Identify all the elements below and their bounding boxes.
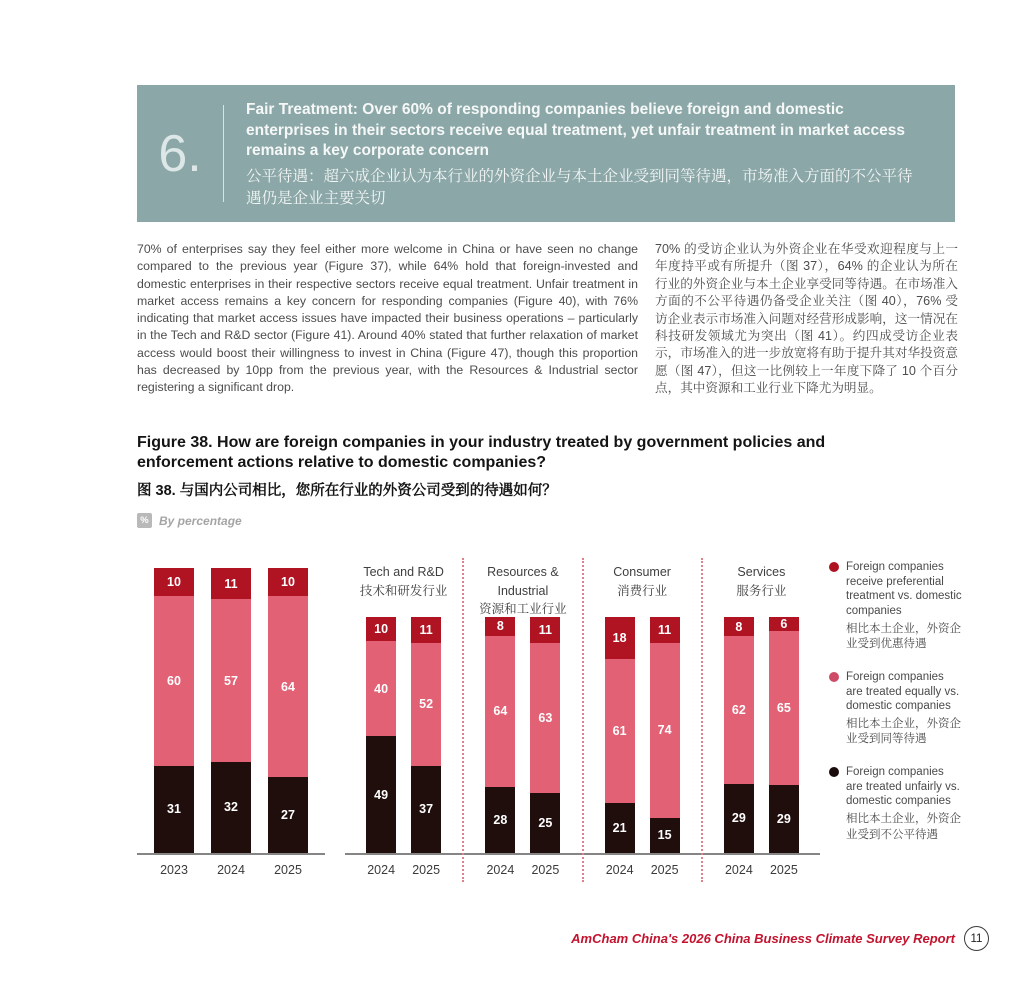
bar-segment-unfair: [769, 785, 799, 853]
group-header-zh: 服务行业: [736, 583, 787, 598]
legend-label-en: Foreign companies receive preferential treatment vs. domestic companies: [846, 561, 962, 618]
chart-legend: [829, 560, 963, 860]
bar-segment-preferential: [605, 617, 635, 659]
bar-segment-preferential: [366, 617, 396, 641]
bar-value-label: 49: [374, 787, 389, 802]
group-year-labels: [345, 855, 462, 882]
group-bars: [584, 617, 701, 855]
group-bars: [345, 617, 462, 855]
group-header-zh: 消费行业: [617, 583, 668, 598]
legend-label-zh: 相比本土企业，外资企业受到同等待遇: [846, 717, 961, 746]
stacked-bar: [268, 568, 308, 853]
page-footer: [571, 926, 989, 951]
bar-value-label: 74: [657, 723, 672, 738]
bar-segment-preferential: [211, 568, 251, 599]
bar-segment-equal: [485, 636, 515, 787]
bar-value-label: 52: [419, 697, 434, 712]
bar-value-label: 64: [493, 704, 508, 719]
figure-title-en: Figure 38. How are foreign companies in your industry treated by government policies and enforcement actions relative to domestic companies?: [137, 434, 826, 471]
legend-label-zh: 相比本土企业，外资企业受到不公平待遇: [846, 813, 961, 841]
bar-value-label: 10: [374, 621, 389, 636]
bar-value-label: 64: [281, 679, 295, 694]
group-header: [137, 558, 325, 568]
chart-group-overall: [137, 558, 325, 882]
bar-value-label: 29: [776, 811, 791, 826]
year-label: 2023: [160, 863, 188, 877]
bar-value-label: 65: [776, 700, 791, 715]
bar-value-label: 61: [612, 724, 627, 739]
legend-item-equal: [829, 670, 963, 748]
bar-segment-unfair: [411, 766, 441, 853]
bar-value-label: 10: [281, 575, 295, 590]
bar-segment-preferential: [530, 617, 560, 643]
bar-value-label: 6: [780, 617, 788, 632]
bar-segment-equal: [769, 631, 799, 784]
year-label: 2025: [274, 863, 302, 877]
bar-value-label: 37: [419, 802, 434, 817]
chart-group: [582, 558, 701, 882]
group-header-en: Resources & Industrial: [487, 565, 559, 598]
group-header-en: Services: [737, 565, 786, 579]
bar-segment-preferential: [485, 617, 515, 636]
bar-value-label: 11: [538, 623, 552, 638]
bar-value-label: 10: [167, 575, 181, 590]
year-label: 2024: [217, 863, 245, 877]
section-title-zh: 公平待遇：超六成企业认为本行业的外资企业与本土企业受到同等待遇，市场准入方面的不公平待遇仍是企业主要关切: [246, 167, 913, 207]
bar-segment-preferential: [411, 617, 441, 643]
unit-label: By percentage: [159, 513, 242, 528]
bar-segment-equal: [366, 641, 396, 736]
stacked-bar: [650, 617, 680, 853]
legend-dot-icon: [829, 767, 839, 777]
group-bars: [137, 568, 325, 855]
legend-dot-icon: [829, 562, 839, 572]
bar-segment-equal: [605, 659, 635, 803]
bar-segment-unfair: [530, 793, 560, 853]
bar-value-label: 60: [167, 673, 181, 688]
group-header: [584, 558, 701, 617]
year-label: 2024: [605, 863, 634, 877]
legend-item-preferential: [829, 560, 963, 653]
bar-value-label: 63: [538, 711, 553, 726]
bar-value-label: 11: [658, 622, 672, 637]
banner-text: [224, 85, 955, 222]
bar-segment-unfair: [154, 766, 194, 853]
legend-label-en: Foreign companies are treated unfairly vs. domestic companies: [846, 765, 960, 808]
bar-value-label: 21: [612, 821, 627, 836]
stacked-bar: [769, 617, 799, 853]
bar-segment-preferential: [154, 568, 194, 596]
group-header: [464, 558, 581, 617]
stacked-bar: [724, 617, 754, 853]
legend-dot-icon: [829, 672, 839, 682]
bar-segment-preferential: [724, 617, 754, 636]
bar-value-label: 11: [419, 622, 433, 637]
bar-segment-equal: [411, 643, 441, 766]
group-year-labels: [703, 855, 820, 882]
chart-group: [701, 558, 820, 882]
chart-group-gap: [325, 558, 345, 882]
group-header-en: Tech and R&D: [363, 565, 444, 579]
stacked-bar: [211, 568, 251, 853]
bar-segment-unfair: [366, 736, 396, 853]
bar-segment-unfair: [724, 784, 754, 853]
stacked-bar: [485, 617, 515, 853]
legend-label-zh: 相比本土企业，外资企业受到优惠待遇: [846, 622, 961, 651]
year-label: 2025: [650, 863, 679, 877]
bar-value-label: 8: [496, 619, 504, 634]
section-number: 6.: [158, 124, 202, 183]
bar-value-label: 27: [281, 807, 295, 822]
chart-group: [345, 558, 462, 882]
chart-group: [462, 558, 581, 882]
bar-value-label: 28: [493, 812, 508, 827]
bar-segment-equal: [724, 636, 754, 784]
unit-row: [137, 513, 242, 528]
year-label: 2024: [367, 863, 396, 877]
bar-segment-unfair: [485, 787, 515, 853]
chart: [137, 558, 820, 882]
year-label: 2025: [531, 863, 560, 877]
bar-segment-equal: [530, 643, 560, 793]
year-label: 2024: [724, 863, 753, 877]
bar-value-label: 62: [731, 702, 746, 717]
group-bars: [464, 617, 581, 855]
bar-segment-unfair: [211, 762, 251, 853]
stacked-bar: [605, 617, 635, 853]
group-year-labels: [464, 855, 581, 882]
group-header-zh: 技术和研发行业: [359, 583, 448, 598]
bar-segment-unfair: [650, 818, 680, 853]
bar-value-label: 18: [612, 631, 627, 646]
percent-icon: %: [137, 513, 152, 528]
year-label: 2024: [486, 863, 515, 877]
body-paragraph-en: 70% of enterprises say they feel either more welcome in China or have seen no change compared to the previous year (Figure 37), while 64% hold that foreign-invested and domestic enterprises in their respective sectors receive equal treatment. Unfair treatment in market access remains a key concern for responding companies (Figure 40), with 76% indicating that market access issues have impacted their business operations – particularly in the Tech and R&D sector (Figure 41). Around 40% stated that further relaxation of market access would boost their willingness to invest in China (Figure 47), though this proportion has decreased by 10pp from the previous year, with the Resources & Industrial sector registering a significant drop.: [137, 242, 638, 395]
bar-segment-unfair: [268, 777, 308, 853]
bar-value-label: 32: [224, 800, 238, 815]
year-label: 2025: [412, 863, 441, 877]
stacked-bar: [154, 568, 194, 853]
bar-segment-equal: [268, 596, 308, 777]
bar-segment-equal: [211, 599, 251, 761]
section-banner: [137, 85, 955, 222]
legend-label-en: Foreign companies are treated equally vs. domestic companies: [846, 670, 960, 713]
stacked-bar: [530, 617, 560, 853]
bar-segment-preferential: [650, 617, 680, 643]
year-label: 2025: [769, 863, 798, 877]
group-header: [703, 558, 820, 617]
bar-value-label: 57: [224, 673, 238, 688]
stacked-bar: [366, 617, 396, 853]
bar-value-label: 40: [374, 681, 389, 696]
bar-segment-preferential: [268, 568, 308, 596]
bar-value-label: 29: [731, 811, 746, 826]
bar-value-label: 15: [657, 828, 672, 843]
legend-item-unfair: [829, 765, 963, 843]
group-bars: [703, 617, 820, 855]
bar-value-label: 8: [735, 619, 743, 634]
bar-segment-unfair: [605, 803, 635, 853]
group-header: [345, 558, 462, 617]
bar-value-label: 31: [167, 802, 181, 817]
bar-value-label: 11: [224, 576, 238, 591]
bar-segment-preferential: [769, 617, 799, 631]
body-paragraph-zh: 70% 的受访企业认为外资企业在华受欢迎程度与上一年度持平或有所提升（图 37），64% 的企业认为所在行业的外资企业与本土企业享受同等待遇。在市场准入方面的不公平待遇仍备受企业关注（图 40），76% 受访企业表示市场准入问题对经营形成影响，这一情况在科技研发领域尤为突出（图 41）。约四成受访企业表示，市场准入的进一步放宽将有助于提升其对华投资意愿（图 47），但这一比例较上一年度下降了 10 个百分点，其中资源和工业行业下降尤为明显。: [655, 242, 958, 396]
page-number-badge: 11: [964, 926, 989, 951]
group-year-labels: [584, 855, 701, 882]
group-year-labels: [137, 855, 325, 882]
figure-title-zh: 图 38. 与国内公司相比，您所在行业的外资公司受到的待遇如何？: [137, 483, 557, 499]
bar-segment-equal: [154, 596, 194, 765]
bar-value-label: 25: [538, 816, 553, 831]
section-title-en: Fair Treatment: Over 60% of responding companies believe foreign and domestic enterprises in their sectors receive equal treatment, yet unfair treatment in market access remains a key corporate concern: [246, 101, 906, 159]
footer-report-title: AmCham China's 2026 China Business Climate Survey Report: [571, 931, 955, 946]
group-header-zh: 资源和工业行业: [479, 602, 567, 616]
stacked-bar: [411, 617, 441, 853]
bar-segment-equal: [650, 643, 680, 818]
group-header-en: Consumer: [613, 565, 671, 579]
